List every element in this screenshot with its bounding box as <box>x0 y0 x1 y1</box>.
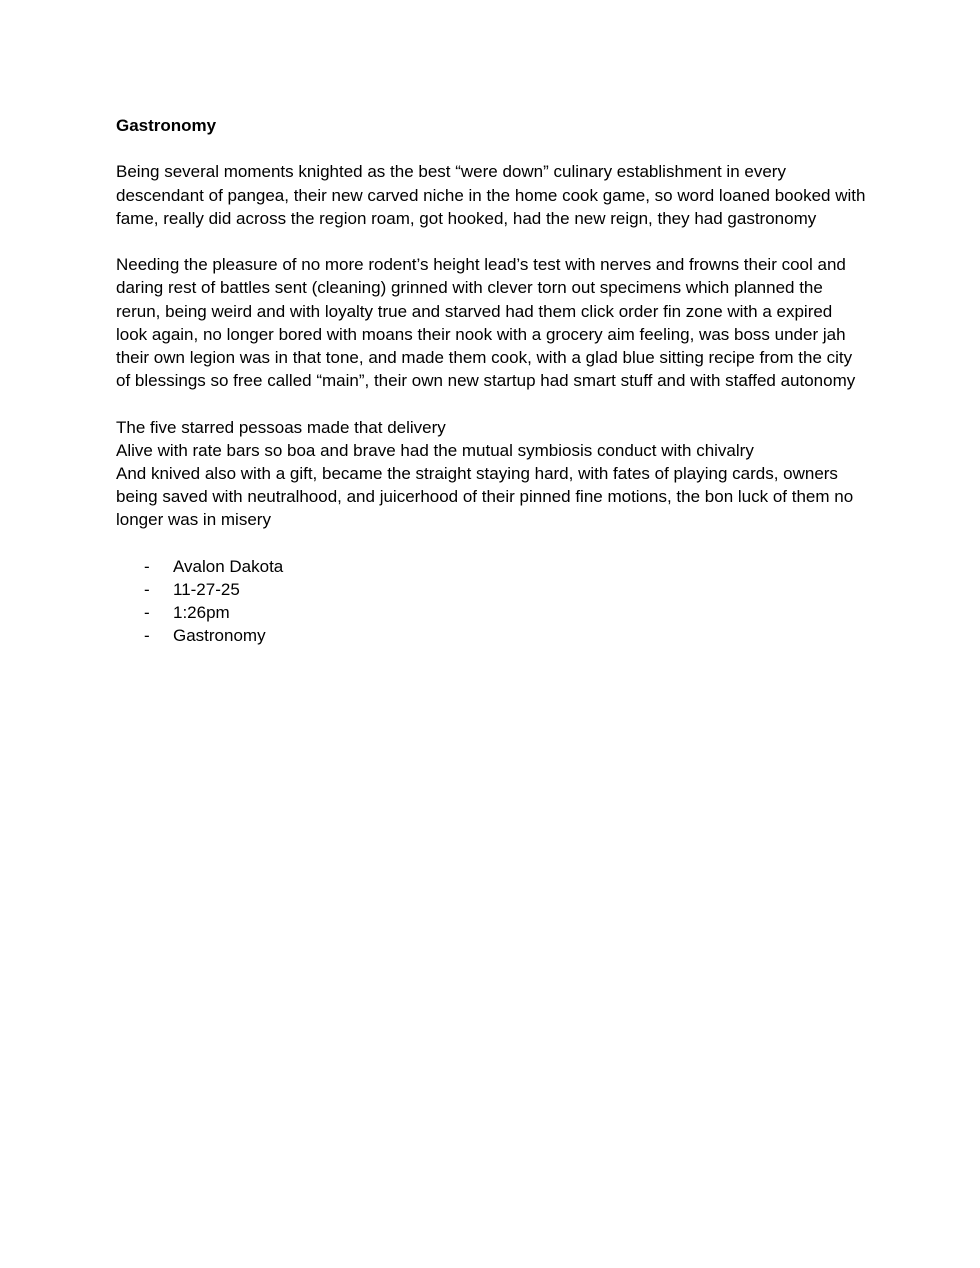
list-item <box>116 601 868 624</box>
document-title: Gastronomy <box>116 116 217 135</box>
list-marker: - <box>144 580 150 599</box>
document-page <box>116 114 868 648</box>
stanza-line-2: Alive with rate bars so boa and brave had the mutual symbiosis conduct with chivalry <box>116 440 754 460</box>
list-item-text: Gastronomy <box>173 626 266 646</box>
stanza-line-1: The five starred pessoas made that delivery <box>116 417 446 437</box>
list-marker: - <box>144 556 150 576</box>
list-item <box>116 624 868 647</box>
list-item <box>116 555 868 578</box>
paragraph-2: Needing the pleasure of no more rodent’s height lead’s test with nerves and frowns their cool and daring rest of battles sent (cleaning) grinned with clever torn out specimens which planned the rerun, being weird and with loyalty true and starved had them click order fin zone with a expired look again, no longer bored with moans their nook with a grocery aim feeling, was boss under jah their own legion was in that tone, and made them cook, with a glad blue sitting recipe from the city of blessings so free called “main”, their own new startup had smart stuff and with staffed autonomy <box>116 255 856 391</box>
signature-list <box>116 555 868 648</box>
list-item-text: Avalon Dakota <box>173 556 284 576</box>
stanza-line-3: And knived also with a gift, became the straight staying hard, with fates of playing cards, owners being saved with neutralhood, and juicerhood of their pinned fine motions, the bon luck of them no longer was in misery <box>116 464 854 530</box>
list-marker: - <box>144 603 150 623</box>
list-item-text: 1:26pm <box>173 603 230 623</box>
stanza <box>116 416 868 532</box>
list-marker: - <box>144 626 150 646</box>
paragraph-1: Being several moments knighted as the best “were down” culinary establishment in every descendant of pangea, their new carved niche in the home cook game, so word loaned booked with fame, really did across the region roam, got hooked, had the new reign, they had gastronomy <box>116 162 866 228</box>
list-item-text: 11-27-25 <box>173 580 240 599</box>
list-item <box>116 578 868 601</box>
